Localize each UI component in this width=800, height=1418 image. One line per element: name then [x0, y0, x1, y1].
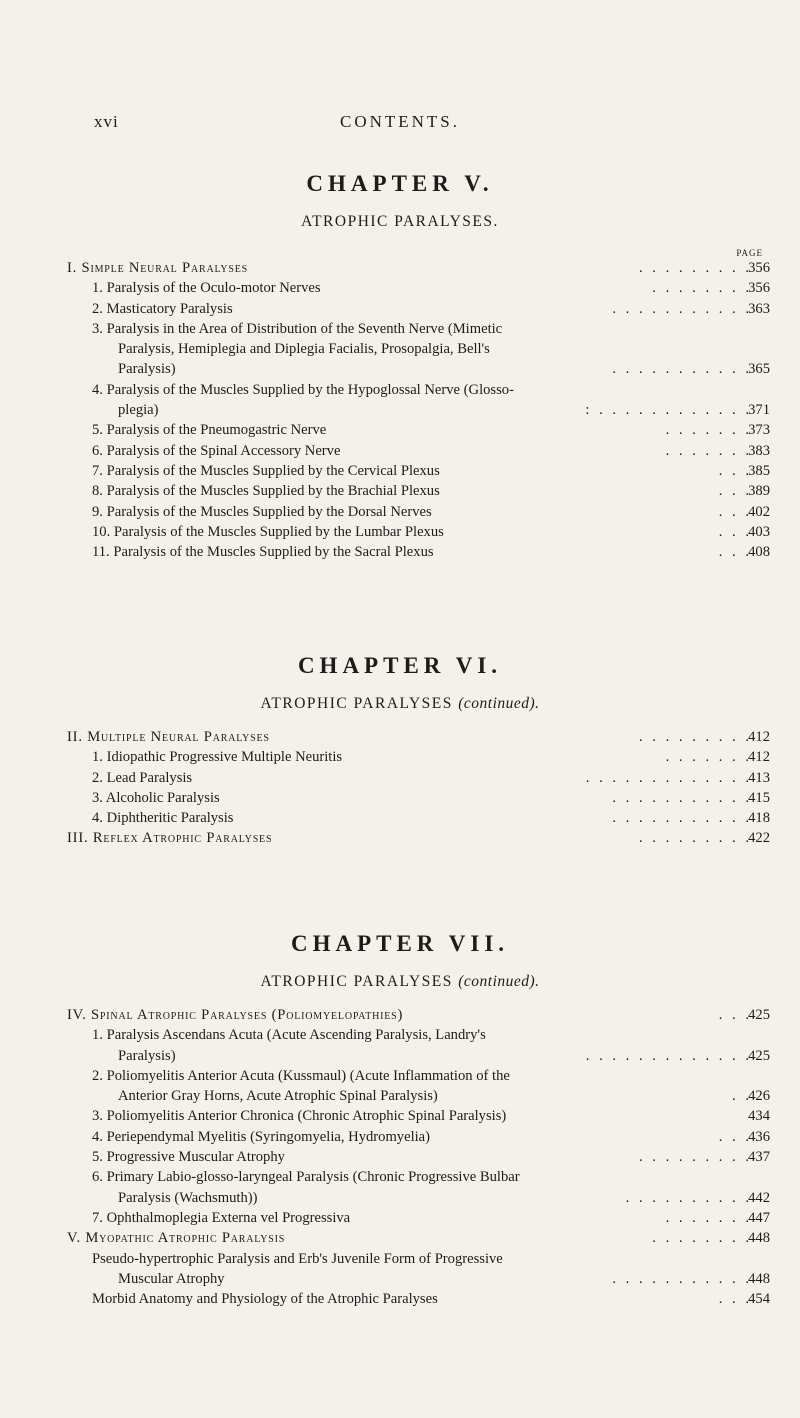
chapter-subtitle-continued: (continued). — [458, 695, 540, 712]
entry-page-number: 448 — [748, 1270, 770, 1287]
entry-leader-dots: . . . . . . . . — [652, 280, 752, 297]
entry-leader-dots: . . . — [718, 1291, 752, 1308]
entry-title: 2. Lead Paralysis — [92, 769, 193, 786]
entry-page-number: 389 — [748, 483, 770, 500]
toc-entry — [0, 1127, 800, 1147]
entry-leader-dots: . . . — [718, 1007, 752, 1023]
toc-entry — [0, 380, 800, 400]
toc-entry — [0, 420, 800, 440]
entry-title: 4. Periependymal Myelitis (Syringomyelia, Hydromyelia) — [92, 1128, 431, 1145]
toc-entry — [0, 1147, 800, 1167]
toc-entry — [0, 359, 800, 379]
entry-page-number: 442 — [748, 1189, 770, 1206]
toc-entry — [0, 808, 800, 828]
entry-title: 5. Paralysis of the Pneumogastric Nerve — [92, 422, 327, 439]
entry-title: 5. Progressive Muscular Atrophy — [92, 1149, 285, 1166]
toc-entry — [0, 481, 800, 501]
entry-page-number: 402 — [748, 503, 770, 520]
entry-title: 7. Paralysis of the Muscles Supplied by the Cervical Plexus — [92, 462, 440, 479]
chapter-v — [0, 170, 800, 562]
entry-leader-dots: . . . . . . . — [665, 422, 752, 439]
toc-entry — [0, 1046, 800, 1066]
entry-page-number: 403 — [748, 523, 770, 540]
entry-page-number: 425 — [748, 1047, 770, 1064]
entry-leader-dots: . . . — [718, 523, 752, 540]
toc-entry — [0, 522, 800, 542]
entry-leader-dots: : . . . . . . . . . . . . — [585, 402, 752, 419]
running-head — [0, 112, 800, 136]
entry-leader-dots: . . . . . . . — [665, 442, 752, 459]
entry-title: 1. Paralysis Ascendans Acuta (Acute Ascending Paralysis, Landry's — [92, 1027, 486, 1044]
entry-leader-dots: . . . . . . . . . . . — [612, 789, 752, 806]
entry-page-number: 373 — [748, 422, 770, 439]
entry-page-number: 383 — [748, 442, 770, 459]
entry-page-number: 454 — [748, 1291, 770, 1308]
entry-leader-dots: . . . . . . . . . — [638, 1149, 752, 1166]
entry-title: 3. Poliomyelitis Anterior Chronica (Chronic Atrophic Spinal Paralysis) — [92, 1108, 507, 1125]
toc-entries — [0, 258, 800, 562]
entry-leader-dots: . . . . . . . . . . . . . — [585, 1047, 752, 1064]
entry-leader-dots: . . — [732, 1088, 752, 1105]
toc-section-entry — [0, 828, 800, 848]
entry-page-number: 413 — [748, 769, 770, 786]
toc-entry — [0, 1188, 800, 1208]
entry-title: 4. Paralysis of the Muscles Supplied by the Hypoglossal Nerve (Glosso- — [92, 381, 514, 398]
entry-page-number: 448 — [748, 1230, 770, 1247]
chapter-vi — [0, 652, 800, 849]
toc-entry — [0, 278, 800, 298]
toc-section-entry — [0, 1228, 800, 1248]
entry-title: III. Reflex Atrophic Paralyses — [67, 830, 273, 847]
page-folio: xvi — [94, 112, 119, 131]
entry-title: 11. Paralysis of the Muscles Supplied by the Sacral Plexus — [92, 544, 434, 561]
chapter-subtitle-text: ATROPHIC PARALYSES — [260, 973, 453, 990]
entry-title: Anterior Gray Horns, Acute Atrophic Spinal Paralysis) — [118, 1088, 438, 1105]
entry-leader-dots: . . . — [718, 544, 752, 561]
chapter-heading: CHAPTER V. — [306, 171, 494, 196]
toc-entry — [0, 319, 800, 339]
entry-leader-dots: . . . . . . . . . — [638, 729, 752, 745]
entry-page-number: 434 — [748, 1108, 770, 1125]
entry-page-number: 356 — [748, 260, 770, 276]
entry-page-number: 385 — [748, 462, 770, 479]
entry-leader-dots: . . . . . . . . . . — [625, 1189, 752, 1206]
toc-entry — [0, 339, 800, 359]
toc-entry — [0, 788, 800, 808]
entry-page-number: 365 — [748, 361, 770, 378]
entry-leader-dots: . . . . . . . . . . . — [612, 810, 752, 827]
entry-title: 6. Paralysis of the Spinal Accessory Nerve — [92, 442, 341, 459]
entry-title: IV. Spinal Atrophic Paralyses (Poliomyelopathies) — [67, 1007, 404, 1023]
toc-entry — [0, 1208, 800, 1228]
entry-title: 3. Paralysis in the Area of Distribution of the Seventh Nerve (Mimetic — [92, 320, 503, 337]
entry-title: 6. Primary Labio-glosso-laryngeal Paralysis (Chronic Progressive Bulbar — [92, 1169, 520, 1186]
entry-title: 8. Paralysis of the Muscles Supplied by the Brachial Plexus — [92, 483, 440, 500]
entry-title: Pseudo-hypertrophic Paralysis and Erb's Juvenile Form of Progressive — [92, 1250, 503, 1267]
entry-title: plegia) — [118, 402, 159, 419]
chapter-subtitle-continued: (continued). — [458, 973, 540, 990]
entry-page-number: 437 — [748, 1149, 770, 1166]
entry-leader-dots: . . . . . . . — [665, 1209, 752, 1226]
toc-entries — [0, 1005, 800, 1309]
entry-page-number: 422 — [748, 830, 770, 847]
toc-entry — [0, 1086, 800, 1106]
chapter-subtitle-text: ATROPHIC PARALYSES. — [301, 213, 499, 230]
chapter-vii — [0, 930, 800, 1309]
entry-leader-dots: . . . — [718, 483, 752, 500]
entry-title: 1. Idiopathic Progressive Multiple Neuritis — [92, 749, 343, 766]
entry-leader-dots: . . . . . . . . . — [638, 260, 752, 276]
entry-leader-dots: . . . — [718, 1128, 752, 1145]
entry-page-number: 371 — [748, 402, 770, 419]
entry-title: Paralysis (Wachsmuth)) — [118, 1189, 258, 1206]
entry-title: Paralysis) — [118, 1047, 176, 1064]
entry-title: II. Multiple Neural Paralyses — [67, 729, 270, 745]
chapter-heading: CHAPTER VI. — [297, 653, 503, 678]
entry-page-number: 426 — [748, 1088, 770, 1105]
entry-title: Paralysis, Hemiplegia and Diplegia Facialis, Prosopalgia, Bell's — [118, 341, 490, 358]
entry-page-number: 425 — [748, 1007, 770, 1023]
entry-page-number: 418 — [748, 810, 770, 827]
entry-leader-dots: . . . . . . . . . . . — [612, 361, 752, 378]
entry-title: Muscular Atrophy — [118, 1270, 225, 1287]
toc-entry — [0, 299, 800, 319]
toc-entry — [0, 1066, 800, 1086]
running-title: CONTENTS. — [339, 112, 461, 131]
entry-page-number: 447 — [748, 1209, 770, 1226]
entry-leader-dots: . . . . . . . — [665, 749, 752, 766]
chapter-subtitle — [0, 212, 800, 232]
entry-title: 10. Paralysis of the Muscles Supplied by the Lumbar Plexus — [92, 523, 444, 540]
chapter-heading: CHAPTER VII. — [290, 931, 510, 956]
toc-entry — [0, 1269, 800, 1289]
toc-entry — [0, 747, 800, 767]
entry-leader-dots: . . . . . . . . . . . — [612, 300, 752, 317]
entry-leader-dots: . . . . . . . . — [652, 1230, 752, 1247]
toc-entry — [0, 542, 800, 562]
entry-leader-dots: . . . — [718, 503, 752, 520]
toc-section-entry — [0, 258, 800, 278]
entry-page-number: 356 — [748, 280, 770, 297]
entry-title: Morbid Anatomy and Physiology of the Atrophic Paralyses — [92, 1291, 438, 1308]
entry-title: 7. Ophthalmoplegia Externa vel Progressiva — [92, 1209, 351, 1226]
entry-page-number: 408 — [748, 544, 770, 561]
entry-title: 9. Paralysis of the Muscles Supplied by the Dorsal Nerves — [92, 503, 432, 520]
entry-leader-dots: . . . . . . . . . . . — [612, 1270, 752, 1287]
entry-page-number: 415 — [748, 789, 770, 806]
toc-entry — [0, 1289, 800, 1309]
entry-title: V. Myopathic Atrophic Paralysis — [67, 1230, 286, 1247]
entry-title: 3. Alcoholic Paralysis — [92, 789, 220, 806]
toc-entry — [0, 461, 800, 481]
entry-page-number: 363 — [748, 300, 770, 317]
entry-page-number: 412 — [748, 749, 770, 766]
chapter-subtitle — [0, 694, 800, 714]
entry-title: 2. Masticatory Paralysis — [92, 300, 233, 317]
page-column-label: PAGE — [736, 248, 763, 258]
entry-title: 4. Diphtheritic Paralysis — [92, 810, 234, 827]
entry-leader-dots: . . . — [718, 462, 752, 479]
entry-page-number: 412 — [748, 729, 770, 745]
entry-page-number: 436 — [748, 1128, 770, 1145]
entry-leader-dots: . . . . . . . . . . . . . — [585, 769, 752, 786]
toc-entry — [0, 502, 800, 522]
entry-title: 1. Paralysis of the Oculo-motor Nerves — [92, 280, 321, 297]
toc-section-entry — [0, 1005, 800, 1025]
toc-entries — [0, 727, 800, 849]
toc-entry — [0, 441, 800, 461]
toc-section-entry — [0, 727, 800, 747]
toc-entry — [0, 1249, 800, 1269]
toc-entry — [0, 1106, 800, 1126]
toc-entry — [0, 400, 800, 420]
toc-entry — [0, 1025, 800, 1045]
toc-entry — [0, 1167, 800, 1187]
chapter-subtitle-text: ATROPHIC PARALYSES — [260, 695, 453, 712]
toc-entry — [0, 768, 800, 788]
entry-title: I. Simple Neural Paralyses — [67, 260, 249, 276]
entry-title: Paralysis) — [118, 361, 176, 378]
entry-title: 2. Poliomyelitis Anterior Acuta (Kussmaul) (Acute Inflammation of the — [92, 1067, 510, 1084]
entry-leader-dots: . . . . . . . . . — [638, 830, 752, 847]
chapter-subtitle — [0, 972, 800, 992]
